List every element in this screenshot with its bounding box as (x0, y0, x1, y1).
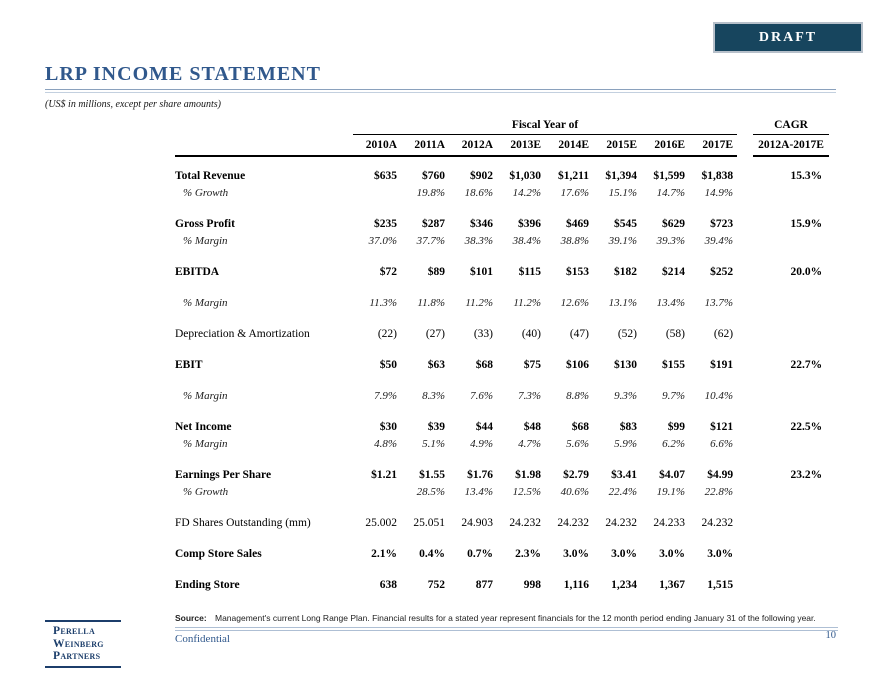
cell-value: 1,515 (707, 579, 734, 591)
spacer-cell (737, 311, 753, 342)
cagr-value (753, 311, 829, 342)
empty-header-cell (175, 135, 353, 157)
cell-value (353, 483, 401, 500)
table-row (175, 562, 829, 593)
cell-value: 24.903 (461, 517, 493, 529)
cell-value: 2.1% (371, 548, 397, 560)
cagr-value: 20.0% (790, 266, 823, 278)
cell-value: 9.7% (662, 390, 685, 402)
spacer-cell (737, 135, 753, 157)
cell-value: $902 (470, 170, 493, 182)
cell-value: $99 (667, 421, 685, 433)
spacer-cell (737, 452, 753, 483)
cell-value: 13.1% (608, 297, 637, 309)
cell-value: (62) (713, 328, 734, 340)
cell-value: $2.79 (563, 469, 589, 481)
cell-value: $182 (614, 266, 637, 278)
cell-value: 39.4% (704, 235, 734, 247)
cell-value: $68 (571, 421, 589, 433)
cell-value: $1,030 (509, 170, 541, 182)
cell-value: 24.232 (605, 517, 637, 529)
cell-value: 877 (475, 579, 493, 591)
cagr-value (753, 562, 829, 593)
cell-value: $214 (662, 266, 685, 278)
cell-value: 7.9% (374, 390, 397, 402)
cell-value: 22.4% (608, 486, 637, 498)
cell-value: 38.8% (560, 235, 589, 247)
cell-value: 8.8% (566, 390, 589, 402)
row-label: EBIT (175, 359, 203, 371)
spacer-cell (737, 156, 753, 184)
cell-value: 8.3% (422, 390, 445, 402)
cell-value: (33) (473, 328, 493, 340)
cell-value: 37.0% (368, 235, 397, 247)
cell-value: 14.2% (512, 187, 541, 199)
cell-value: $48 (523, 421, 541, 433)
cell-value: 14.7% (656, 187, 685, 199)
page-number: 10 (825, 630, 836, 641)
cell-value: $63 (427, 359, 445, 371)
table-row (175, 232, 829, 249)
cell-value: $153 (566, 266, 589, 278)
row-label: FD Shares Outstanding (mm) (175, 517, 311, 529)
cagr-value (753, 184, 829, 201)
cell-value: 3.0% (707, 548, 734, 560)
cell-value (353, 184, 401, 201)
cell-value: $629 (662, 218, 685, 230)
spacer-cell (737, 280, 753, 311)
cell-value: 13.4% (464, 486, 493, 498)
cell-value: 1,234 (611, 579, 637, 591)
cell-value: 24.233 (653, 517, 685, 529)
cell-value: $1,211 (558, 170, 589, 182)
cagr-value (753, 232, 829, 249)
table-row (175, 201, 829, 232)
cell-value: 0.7% (467, 548, 493, 560)
row-label: % Margin (183, 297, 228, 309)
row-label: % Margin (183, 235, 228, 247)
cell-value: 13.4% (656, 297, 685, 309)
cell-value: $155 (662, 359, 685, 371)
cagr-value (753, 435, 829, 452)
table-row (175, 156, 829, 184)
cell-value: 5.9% (614, 438, 637, 450)
cell-value: 28.5% (416, 486, 445, 498)
row-label: Net Income (175, 421, 232, 433)
cell-value: $72 (379, 266, 397, 278)
row-label: % Growth (183, 187, 229, 199)
cell-value: 40.6% (560, 486, 589, 498)
cell-value: 39.3% (656, 235, 685, 247)
cell-value: 3.0% (611, 548, 637, 560)
year-header-cell: 2017E (689, 135, 737, 157)
title-rule (45, 89, 836, 93)
cell-value: $1.76 (467, 469, 493, 481)
cell-value: $44 (475, 421, 493, 433)
table-row (175, 373, 829, 404)
table-row (175, 531, 829, 562)
spacer-cell (737, 500, 753, 531)
cell-value: $4.99 (707, 469, 734, 481)
pwp-logo (45, 620, 121, 668)
table-group-header-row (175, 118, 829, 135)
spacer-cell (737, 373, 753, 404)
cell-value: (47) (569, 328, 589, 340)
cell-value: $469 (566, 218, 589, 230)
table-row (175, 342, 829, 373)
year-header-cell: 2016E (641, 135, 689, 157)
cell-value: $545 (614, 218, 637, 230)
spacer-cell (737, 184, 753, 201)
cell-value: $396 (518, 218, 541, 230)
cell-value: 22.8% (704, 486, 734, 498)
cell-value: $39 (427, 421, 445, 433)
cell-value: 25.002 (365, 517, 397, 529)
spacer-cell (737, 531, 753, 562)
cell-value: 7.6% (470, 390, 493, 402)
cell-value: 24.232 (701, 517, 734, 529)
spacer-cell (737, 404, 753, 435)
cell-value: 12.6% (560, 297, 589, 309)
cell-value: 9.3% (614, 390, 637, 402)
spacer-cell (737, 232, 753, 249)
cell-value: 38.3% (464, 235, 493, 247)
cell-value: $83 (619, 421, 637, 433)
source-text: Management's current Long Range Plan. Financial results for a stated year represent financials for the 12 month period ending January 31 of the following year. (215, 613, 816, 623)
cell-value: $635 (374, 170, 397, 182)
cell-value: 11.2% (465, 297, 493, 309)
cell-value: $235 (374, 218, 397, 230)
cell-value: $346 (470, 218, 493, 230)
fiscal-year-header: Fiscal Year of (353, 118, 737, 135)
year-header-cell: 2012A (449, 135, 497, 157)
cell-value: 18.6% (464, 187, 493, 199)
cell-value: 1,116 (563, 579, 589, 591)
cell-value: 6.2% (662, 438, 685, 450)
cell-value: 39.1% (608, 235, 637, 247)
cell-value: 5.1% (422, 438, 445, 450)
cagr-value (753, 280, 829, 311)
cell-value: 13.7% (704, 297, 734, 309)
cell-value: 10.4% (704, 390, 734, 402)
logo-line: Partners (53, 650, 101, 662)
cell-value: $1.21 (371, 469, 397, 481)
cell-value: 7.3% (518, 390, 541, 402)
spacer-cell (737, 118, 753, 135)
cell-value: $1.98 (515, 469, 541, 481)
cagr-value: 22.7% (790, 359, 823, 371)
cell-value: 4.7% (518, 438, 541, 450)
empty-header-cell (175, 118, 353, 135)
cell-value: 5.6% (566, 438, 589, 450)
cell-value: 25.051 (413, 517, 445, 529)
cell-value: $89 (427, 266, 445, 278)
cell-value: $75 (523, 359, 541, 371)
year-header-cell: 2011A (401, 135, 449, 157)
source-note (175, 613, 839, 623)
confidential-label: Confidential (175, 633, 230, 645)
cell-value: 17.6% (560, 187, 589, 199)
draft-stamp-label: DRAFT (758, 29, 818, 45)
logo-line: Weinberg (53, 637, 104, 650)
spacer-cell (737, 342, 753, 373)
cagr-value: 15.3% (790, 170, 823, 182)
cell-value: $287 (422, 218, 445, 230)
cell-value: $3.41 (611, 469, 637, 481)
row-label: Depreciation & Amortization (175, 328, 310, 340)
cagr-value: 22.5% (790, 421, 823, 433)
cell-value: $68 (475, 359, 493, 371)
row-label: Total Revenue (175, 170, 246, 182)
cell-value: 0.4% (419, 548, 445, 560)
cell-value: 15.1% (608, 187, 637, 199)
table-row (175, 184, 829, 201)
cell-value: $760 (422, 170, 445, 182)
cell-value: $1.55 (419, 469, 445, 481)
cell-value: (52) (617, 328, 637, 340)
cell-value: $723 (710, 218, 734, 230)
table-row (175, 249, 829, 280)
cell-value: 4.9% (470, 438, 493, 450)
units-note: (US$ in millions, except per share amounts) (45, 99, 221, 110)
spacer-cell (737, 201, 753, 232)
cell-value: 14.9% (704, 187, 734, 199)
footer-rule (175, 627, 838, 631)
cell-value: $1,838 (701, 170, 734, 182)
logo-line: Perella (53, 625, 96, 637)
cell-value: 38.4% (512, 235, 541, 247)
cell-value: 638 (379, 579, 397, 591)
row-label: Comp Store Sales (175, 548, 262, 560)
cagr-value (753, 500, 829, 531)
cagr-header: CAGR (753, 118, 829, 135)
spacer-cell (737, 562, 753, 593)
cell-value: 11.8% (417, 297, 445, 309)
cagr-value (753, 531, 829, 562)
cell-value: 4.8% (374, 438, 397, 450)
cell-value: 2.3% (515, 548, 541, 560)
cell-value: 19.1% (656, 486, 685, 498)
row-label: % Margin (183, 438, 228, 450)
cell-value: (58) (665, 328, 685, 340)
cell-value: (40) (521, 328, 541, 340)
year-header-cell: 2013E (497, 135, 545, 157)
source-label: Source: (175, 613, 207, 623)
cell-value: $1,599 (653, 170, 685, 182)
spacer-cell (737, 249, 753, 280)
table-row (175, 280, 829, 311)
year-header-cell: 2015E (593, 135, 641, 157)
cell-value: 6.6% (710, 438, 734, 450)
cagr-value: 15.9% (790, 218, 823, 230)
cell-value: 3.0% (563, 548, 589, 560)
page-title: LRP INCOME STATEMENT (45, 63, 321, 85)
cell-value: $115 (518, 266, 541, 278)
cell-value: $1,394 (605, 170, 637, 182)
cell-value: 752 (427, 579, 445, 591)
cell-value: 11.3% (369, 297, 397, 309)
cell-value: 24.232 (509, 517, 541, 529)
cell-value: $106 (566, 359, 589, 371)
table-row (175, 435, 829, 452)
row-label: Earnings Per Share (175, 469, 272, 481)
table-row (175, 452, 829, 483)
row-label: % Growth (183, 486, 229, 498)
row-label: EBITDA (175, 266, 220, 278)
cell-value: $101 (470, 266, 493, 278)
cagr-value (753, 483, 829, 500)
cell-value: 3.0% (659, 548, 685, 560)
cell-value: 11.2% (513, 297, 541, 309)
cell-value: 998 (523, 579, 541, 591)
cell-value: $121 (710, 421, 734, 433)
spacer-cell (737, 435, 753, 452)
row-label: Gross Profit (175, 218, 235, 230)
cell-value: 12.5% (512, 486, 541, 498)
cell-value: (27) (425, 328, 445, 340)
table-row (175, 483, 829, 500)
table-year-header-row (175, 135, 829, 157)
cell-value: (22) (377, 328, 397, 340)
cell-value: 1,367 (659, 579, 685, 591)
cagr-value: 23.2% (790, 469, 823, 481)
table-row (175, 500, 829, 531)
cell-value: $4.07 (659, 469, 685, 481)
income-statement-table (175, 118, 829, 593)
year-header-cell: 2010A (353, 135, 401, 157)
spacer-cell (737, 483, 753, 500)
cagr-value (753, 373, 829, 404)
cell-value: 37.7% (416, 235, 445, 247)
cell-value: $50 (379, 359, 397, 371)
cell-value: $191 (710, 359, 734, 371)
row-label: % Margin (183, 390, 228, 402)
cell-value: $30 (379, 421, 397, 433)
table-row (175, 404, 829, 435)
cell-value: 24.232 (557, 517, 589, 529)
cell-value: $130 (614, 359, 637, 371)
table-body (175, 156, 829, 593)
draft-stamp (713, 22, 863, 53)
table-row (175, 311, 829, 342)
cell-value: $252 (710, 266, 734, 278)
cell-value: 19.8% (416, 187, 445, 199)
cagr-period-header: 2012A-2017E (753, 135, 829, 157)
year-header-cell: 2014E (545, 135, 593, 157)
row-label: Ending Store (175, 579, 240, 591)
